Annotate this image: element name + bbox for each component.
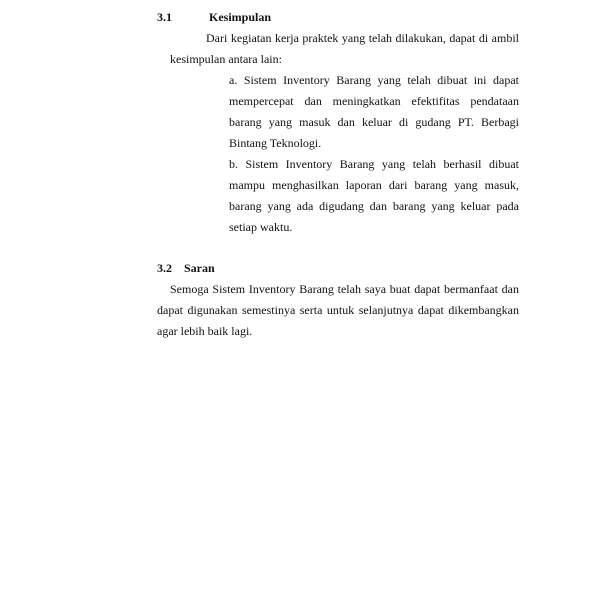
- section-title: Saran: [184, 261, 215, 275]
- list-item-a-line: a. Sistem Inventory Barang yang telah dibuat ini dapat: [229, 73, 519, 87]
- section-heading-kesimpulan: [157, 9, 271, 25]
- list-item-a-line: barang yang masuk dan keluar di gudang PT. Berbagi: [229, 115, 519, 129]
- list-item-b-line: barang yang ada digudang dan barang yang keluar pada: [229, 199, 519, 213]
- paragraph-line: agar lebih baik lagi.: [157, 324, 253, 338]
- list-item-b-line: setiap waktu.: [229, 220, 293, 234]
- section-title: Kesimpulan: [209, 10, 272, 24]
- section-heading-saran: [157, 260, 215, 276]
- paragraph-line: kesimpulan antara lain:: [170, 52, 282, 66]
- section-number: 3.2: [157, 261, 172, 275]
- list-item-a-line: mempercepat dan meningkatkan efektifitas pendataan: [229, 94, 519, 108]
- list-item-a-line: Bintang Teknologi.: [229, 136, 322, 150]
- paragraph-line: Dari kegiatan kerja praktek yang telah dilakukan, dapat di ambil: [206, 31, 519, 45]
- paragraph-line: dapat digunakan semestinya serta untuk selanjutnya dapat dikembangkan: [157, 303, 519, 317]
- paragraph-line: Semoga Sistem Inventory Barang telah saya buat dapat bermanfaat dan: [170, 282, 519, 296]
- section-number: 3.1: [157, 10, 172, 24]
- list-item-b-line: mampu menghasilkan laporan dari barang yang masuk,: [229, 178, 519, 192]
- list-item-b-line: b. Sistem Inventory Barang yang telah berhasil dibuat: [229, 157, 519, 171]
